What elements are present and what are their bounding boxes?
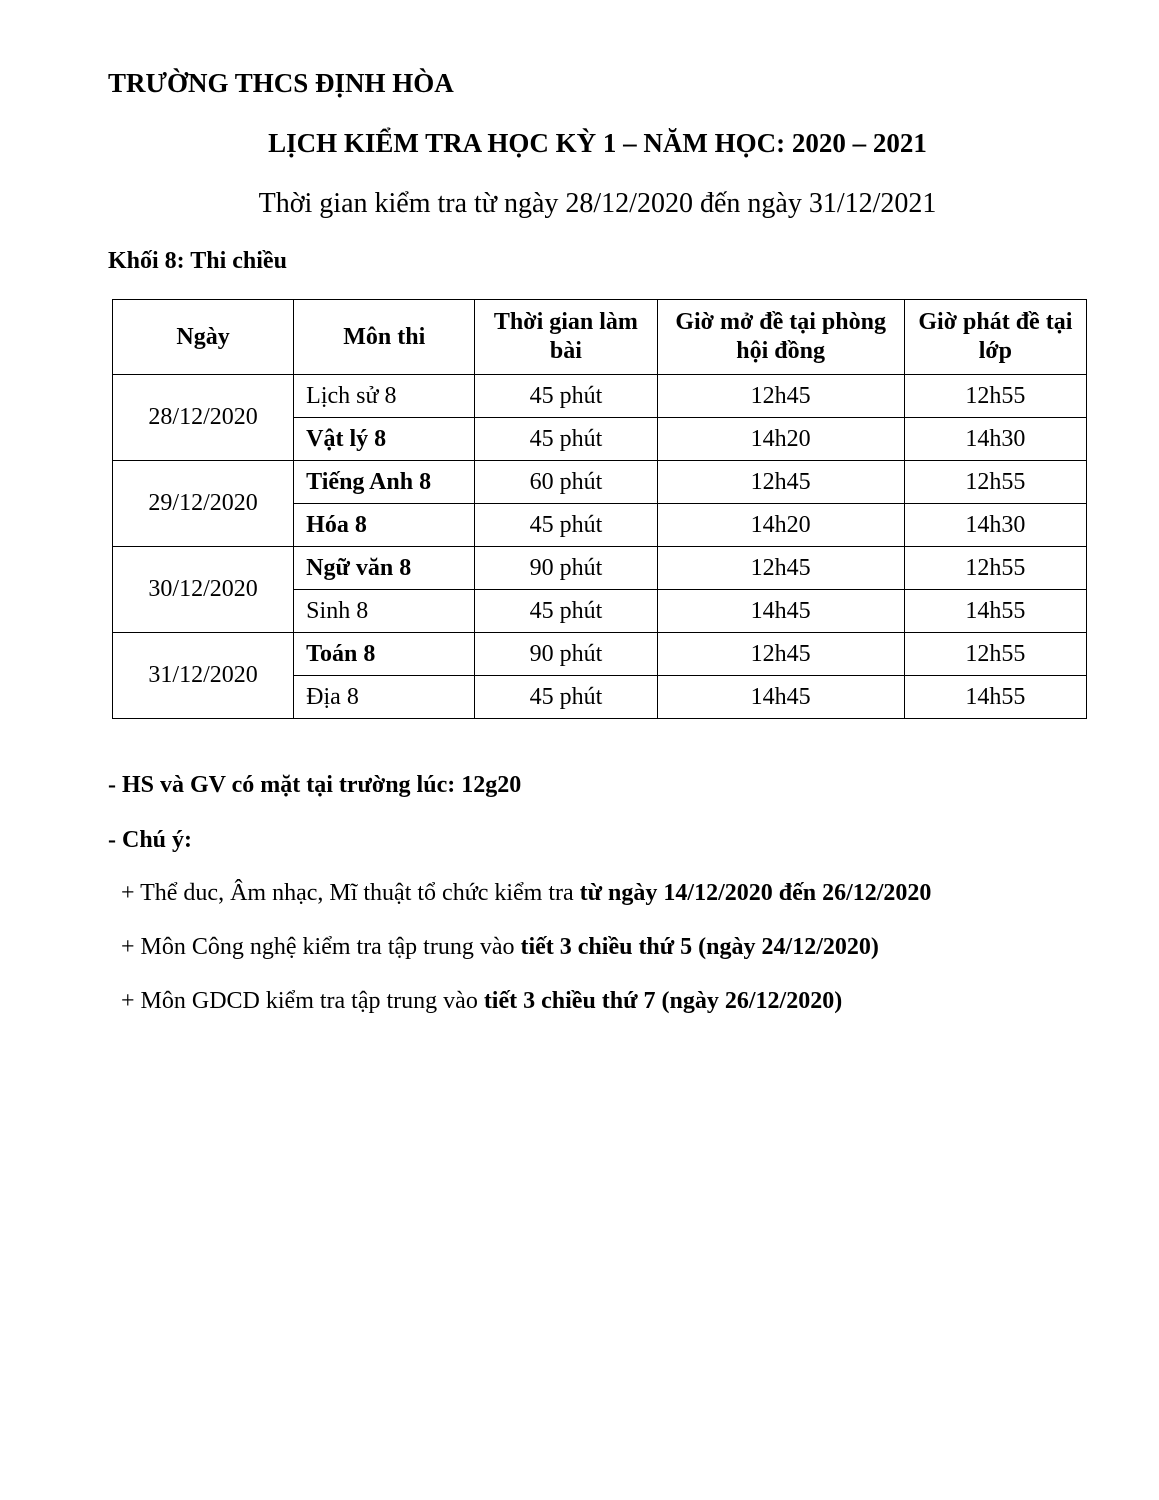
header-duration: Thời gian làm bài bbox=[475, 300, 657, 375]
open-time-cell: 14h20 bbox=[657, 418, 904, 461]
issue-time-cell: 14h30 bbox=[904, 504, 1086, 547]
header-subject: Môn thi bbox=[294, 300, 475, 375]
open-time-cell: 12h45 bbox=[657, 633, 904, 676]
date-cell: 30/12/2020 bbox=[113, 547, 294, 633]
table-row bbox=[113, 375, 1087, 418]
arrival-note: - HS và GV có mặt tại trường lúc: 12g20 bbox=[108, 772, 522, 798]
exam-schedule-table bbox=[112, 299, 1087, 719]
note-item-civics bbox=[121, 988, 842, 1015]
open-time-cell: 14h20 bbox=[657, 504, 904, 547]
header-date: Ngày bbox=[113, 300, 294, 375]
note-item-emphasis: tiết 3 chiều thứ 7 (ngày 26/12/2020) bbox=[483, 988, 843, 1014]
issue-time-cell: 12h55 bbox=[904, 633, 1086, 676]
open-time-cell: 12h45 bbox=[657, 375, 904, 418]
date-cell: 31/12/2020 bbox=[113, 633, 294, 719]
duration-cell: 45 phút bbox=[475, 676, 657, 719]
note-item-arts bbox=[121, 880, 931, 907]
issue-time-cell: 14h30 bbox=[904, 418, 1086, 461]
duration-cell: 60 phút bbox=[475, 461, 657, 504]
duration-cell: 45 phút bbox=[475, 504, 657, 547]
note-item-text: + Môn Công nghệ kiểm tra tập trung vào bbox=[121, 934, 521, 960]
date-cell: 29/12/2020 bbox=[113, 461, 294, 547]
issue-time-cell: 12h55 bbox=[904, 547, 1086, 590]
duration-cell: 45 phút bbox=[475, 418, 657, 461]
note-item-text: + Môn GDCD kiểm tra tập trung vào bbox=[121, 988, 484, 1014]
issue-time-cell: 14h55 bbox=[904, 590, 1086, 633]
issue-time-cell: 14h55 bbox=[904, 676, 1086, 719]
duration-cell: 90 phút bbox=[475, 547, 657, 590]
duration-cell: 45 phút bbox=[475, 590, 657, 633]
duration-cell: 90 phút bbox=[475, 633, 657, 676]
note-item-emphasis: tiết 3 chiều thứ 5 (ngày 24/12/2020) bbox=[520, 934, 879, 960]
table-header-row bbox=[113, 300, 1087, 375]
exam-period: Thời gian kiểm tra từ ngày 28/12/2020 đến ngày 31/12/2021 bbox=[258, 188, 937, 219]
page-title: LỊCH KIỂM TRA HỌC KỲ 1 – NĂM HỌC: 2020 – 2021 bbox=[268, 128, 927, 158]
issue-time-cell: 12h55 bbox=[904, 461, 1086, 504]
table-row bbox=[113, 461, 1087, 504]
open-time-cell: 14h45 bbox=[657, 590, 904, 633]
table-row bbox=[113, 547, 1087, 590]
header-issue-time: Giờ phát đề tại lớp bbox=[904, 300, 1086, 375]
subject-cell: Sinh 8 bbox=[294, 590, 475, 633]
subject-cell: Ngữ văn 8 bbox=[294, 547, 475, 590]
subject-cell: Vật lý 8 bbox=[294, 418, 475, 461]
duration-cell: 45 phút bbox=[475, 375, 657, 418]
subject-cell: Địa 8 bbox=[294, 676, 475, 719]
open-time-cell: 12h45 bbox=[657, 461, 904, 504]
note-item-text: + Thể duc, Âm nhạc, Mĩ thuật tổ chức kiểm tra bbox=[121, 880, 580, 906]
open-time-cell: 14h45 bbox=[657, 676, 904, 719]
header-open-time: Giờ mở đề tại phòng hội đồng bbox=[657, 300, 904, 375]
grade-block-label: Khối 8: Thi chiều bbox=[108, 248, 287, 274]
date-cell: 28/12/2020 bbox=[113, 375, 294, 461]
subject-cell: Lịch sử 8 bbox=[294, 375, 475, 418]
note-item-emphasis: từ ngày 14/12/2020 đến 26/12/2020 bbox=[579, 880, 932, 906]
open-time-cell: 12h45 bbox=[657, 547, 904, 590]
note-item-technology bbox=[121, 934, 879, 961]
school-name: TRƯỜNG THCS ĐỊNH HÒA bbox=[108, 68, 454, 98]
attention-heading: - Chú ý: bbox=[108, 827, 193, 853]
table-row bbox=[113, 633, 1087, 676]
subject-cell: Toán 8 bbox=[294, 633, 475, 676]
subject-cell: Hóa 8 bbox=[294, 504, 475, 547]
issue-time-cell: 12h55 bbox=[904, 375, 1086, 418]
subject-cell: Tiếng Anh 8 bbox=[294, 461, 475, 504]
